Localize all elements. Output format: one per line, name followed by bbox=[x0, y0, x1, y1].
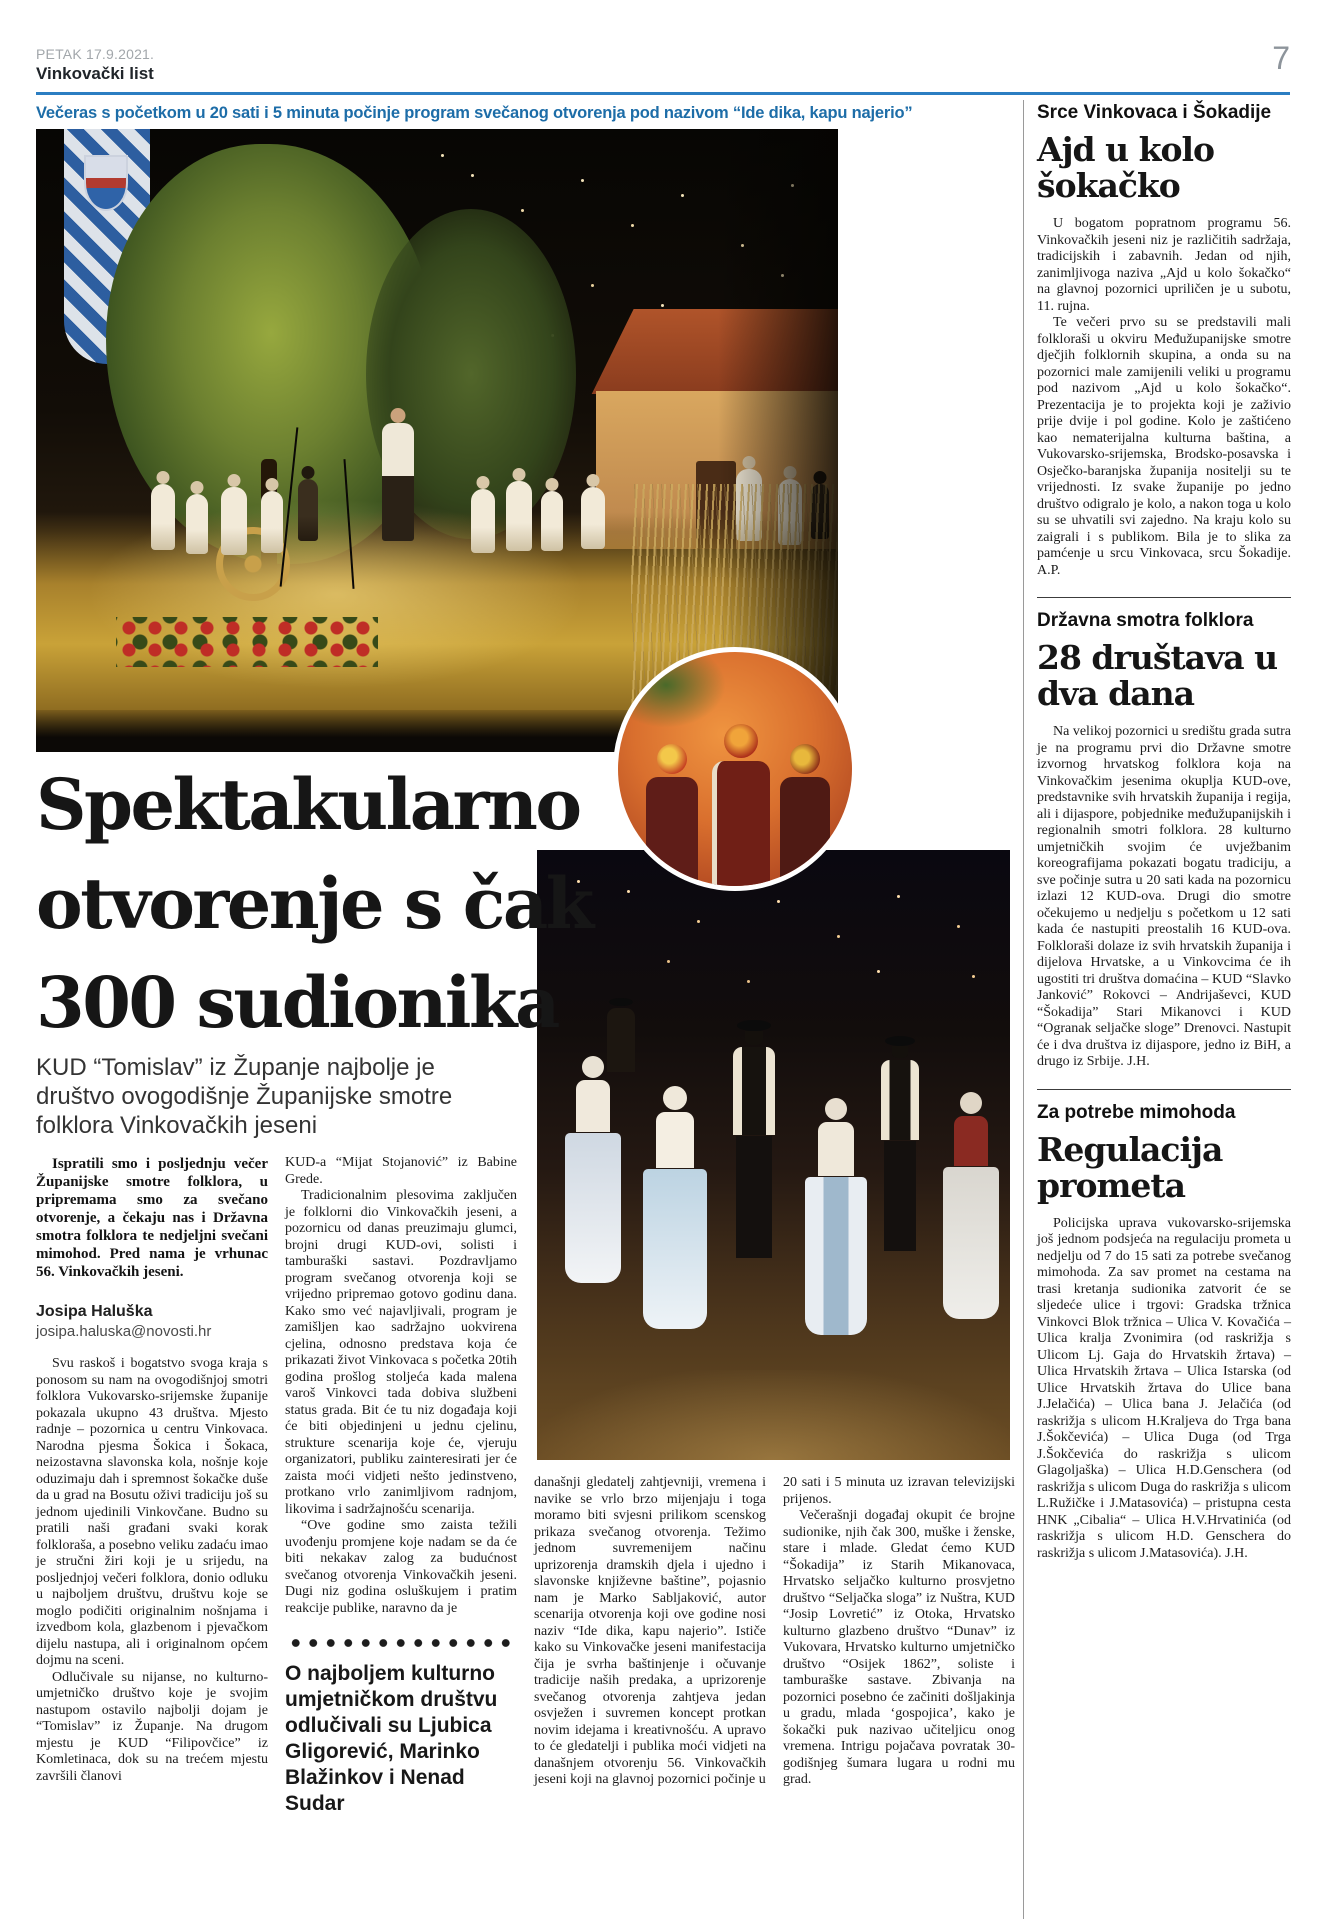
body-column-1 bbox=[36, 1155, 268, 1817]
body-paragraph: Policijska uprava vukovarsko-srijemska još jednom podsjeća na regulaciju prometa u nedjelju od 7 do 15 sati za potrebe svečanog mimohoda. Za sav promet na cestama na trasi kretanja sudionika zatvorit će se sljedeće ulice i trgovi: Gradska tržnica Vinkovci Blok tržnica – Ulica V. Kovačića – Ulica kralja Zvonimira (od raskrižja s Ulicom Lj. Gaja do Hrvatskih žrtava) – Ulica Hrvatskih žrtava – Ulica Istarska (od Ulice Hrvatskih žrtava do Ulice bana J.Jelačića) – Ulica bana J. Jelačića (od raskrižja s ulicom H.Kraljeva do Trga bana J.Šokčevića) – Ulica Duga (od Trga J.Šokčevića do raskrižja s ulicom Glagoljaška) – Ulica H.D.Genschera (od raskrižja s ulicom Duga do raskrižja s ulicom L.Ružičke i J.Matasovića) – pristupna cesta HNK „Cibalia“ – Ulica H.V.Hrvatinića (od raskrižja s ulicom H.D. Genschera do raskrižja s ulicom J.Matasovića). J.H. bbox=[1037, 1215, 1291, 1561]
section-separator bbox=[1037, 1089, 1291, 1090]
costumed-dancer-figure bbox=[646, 744, 698, 889]
banner-headline: Večeras s početkom u 20 sati i 5 minuta počinje program svečanog otvorenja pod nazivom “Ide dika, kapu najerio” bbox=[36, 104, 913, 122]
performer-figure bbox=[471, 489, 495, 553]
author-name: Josipa Haluška bbox=[36, 1303, 153, 1320]
author-email: josipa.haluska@novosti.hr bbox=[36, 1323, 212, 1340]
folk-costumes-circle-photo bbox=[613, 647, 857, 891]
performer-figure bbox=[506, 481, 532, 551]
body-column-2 bbox=[285, 1155, 517, 1817]
stage-floor-glow bbox=[537, 1370, 1010, 1460]
performer-figure bbox=[581, 487, 605, 549]
lead-performer-figure bbox=[382, 423, 414, 541]
jury-pull-quote: O najboljem kulturno umjetničkom društvu odlučivali su Ljubica Gligorević, Marinko Blažinkov i Nenad Sudar bbox=[285, 1662, 498, 1815]
dancer-figure bbox=[805, 1098, 867, 1335]
body-paragraph: Svu raskoš i bogatstvo svoga kraja s ponosom su nam na ovogodišnjoj smotri folklora Vukovarsko-srijemske županije pokazala ukupno 43 društva. Mjesto radnje – pozornica u centru Vinkovaca. Narodna pjesma Šokica i Šokaca, neizostavna slavonska kola, nošnje koje oduzimaju dah i spremnost šokačke duše da u grad na Bosutu oživi tradiciju još su jednom ujedinili Vinkovčane. Budno su pratili naši građani svaki korak folkloraša, a posebno veliku zadaću imao je stručni žiri koji je u srijedu, na posljednjoj večeri folklora, donio odluku u najboljem društvu, društvu koje se moglo podičiti originalnim nošnjama i izvedbom kola, glazbenom i pjevačkom dijelu nastupa, ali i originalnom općem dojmu na sceni. bbox=[36, 1356, 268, 1668]
body-paragraph: Te večeri prvo su se predstavili mali folkloraši u okviru Međužupanijske smotre dječjih folklornih skupina, a onda su na pozornici male zamijenili veliki u programu pod nazivom „Ajd u kolo šokačko“. Prezentacija je to projekta koji je zaživio prije dvije i pol godine. Kolo je zaštićeno kao nematerijalna kulturna baština, a Vukovarsko-srijemska, Brodsko-posavska i Osječko-baranjska županija nositelji su te vrijednosti. Iz svake županije po jedno društvo odigralo je kolo, a nakon toga u kolo su se uhvatili svi zajedno. Na kraju kolo su zaigrali i s publikom. Bila je to slika za pamćenje u srcu Vinkovaca, srcu Šokadije. A.P. bbox=[1037, 315, 1291, 578]
body-paragraph: U bogatom popratnom programu 56. Vinkovačkih jeseni niz je različitih sadržaja, tradicijskih i zabavnih. Jedan od njih, zanimljivoga naziva „Ajd u kolo šokačko“ na glavnoj pozornici upriličen je u subotu, 11. rujna. bbox=[1037, 216, 1291, 314]
performer-figure bbox=[541, 491, 563, 551]
kicker: Za potrebe mimohoda bbox=[1037, 1101, 1236, 1123]
page-date: PETAK 17.9.2021. bbox=[36, 46, 155, 62]
performer-figure bbox=[221, 487, 247, 555]
header-rule bbox=[36, 92, 1290, 95]
dotted-separator bbox=[285, 1637, 515, 1649]
body-paragraph: KUD-a “Mijat Stojanović” iz Babine Grede. bbox=[285, 1155, 517, 1187]
city-crest bbox=[84, 155, 128, 211]
performer-figure bbox=[151, 484, 175, 550]
masthead-title: Vinkovački list bbox=[36, 64, 154, 83]
body-paragraph: “Ove godine smo zaista težili uvođenju promjene koje nadam se da će biti nekakav zalog za budućnost svečanog otvorenja Vinkovačkih jeseni. Dugi niz godina osluškujem i pratim reakcije publike, naravno da je bbox=[285, 1518, 517, 1616]
lead-paragraph: Ispratili smo i posljednju večer Županijske smotre folklora, u pripremama smo za svečano otvorenje, a čekaju nas i Državna smotra folklora te nedjeljni svečani mimohod. Pred nama je vrhunac 56. Vinkovačkih jeseni. bbox=[36, 1156, 268, 1280]
kicker: Državna smotra folklora bbox=[1037, 610, 1254, 631]
sidebar-headline: Ajd u kolo šokačko bbox=[1037, 130, 1215, 205]
sidebar-article-kolo bbox=[1037, 102, 1291, 579]
body-paragraph: Tradicionalnim plesovima zaključen je folklorni dio Vinkovačkih jeseni, a pozornicu od danas preuzimaju glumci, brojni drugi KUD-ovi, solisti i tamburaški sastavi. Pozdravljamo program svečanog otvorenja koji se vrijedno pripremao gotovo godinu dana. Kako smo već najavljivali, program je zamišljen kao sadržajno uokvirena cjelina, odnosno predstava koja će prikazati život Vinkovaca s početka 20tih godina prošlog stoljeća kada malena varoš Vinkovci tada dobiva službeni status grada. Bit će tu niz događaja koji će biti objedinjeni u jednu cjelinu, strukture scenarija koje će, vjeruju organizatori, publiku zainteresirati jer će zaista moći vidjeti nešto jedinstveno, protkano vrlo zanimljivom radnjom, likovima i sadržajnošću scenarija. bbox=[285, 1188, 517, 1517]
body-paragraph: Na velikoj pozornici u središtu grada sutra je na programu prvi dio Državne smotre izvornog hrvatskog folklora koja na Vinkovačkim jesenima okuplja KUD-ove, predstavnike svih hrvatskih županija i regija, ali i dijaspore, pobjednike međužupanijskih i regionalnih smotri folklora. 28 kulturno umjetničkih svojim će uvježbanim koreografijama pokazati bogatu tradiciju, a sve počinje sutra u 20 sati kada na pozornicu izlazi 12 KUD-ova. Drugi dio smotre očekujemo u nedjelju s početkom u 12 sati kada će nastupiti preostalih 16 KUD-ova. Folkloraši dolaze iz svih hrvatskih županija i dijelova Hrvatske, a u Vinkovcima će ih ugostiti tri društva domaćina – KUD “Slavko Janković” Rokovci – Andrijaševci, KUD “Šokadija” Stari Mikanovci i KUD “Ogranak seljačke sloge” Drenovci. Nastupit će i dva društva iz dijaspore, jedno iz BiH, a drugo iz Srbije. J.H. bbox=[1037, 724, 1291, 1069]
dancer-figure bbox=[881, 1036, 919, 1251]
dancer-figure bbox=[943, 1092, 999, 1319]
body-paragraph: 20 sati i 5 minuta uz izravan televizijski prijenos. bbox=[783, 1475, 1015, 1507]
folk-dancers-photo bbox=[537, 850, 1010, 1460]
subheadline: KUD “Tomislav” iz Županje najbolje je društvo ovogodišnje Županijske smotre folklora Vinkovačkih jeseni bbox=[36, 1054, 453, 1139]
dancer-figure bbox=[643, 1086, 707, 1329]
headline-line: otvorenje s čak bbox=[36, 862, 592, 945]
foliage-shape bbox=[613, 647, 726, 728]
dancer-figure bbox=[733, 1020, 775, 1258]
kicker: Srce Vinkovaca i Šokadije bbox=[1037, 102, 1272, 123]
dancer-figure bbox=[565, 1056, 621, 1283]
main-article-wrap bbox=[36, 129, 1015, 1919]
sidebar bbox=[1023, 100, 1291, 1919]
main-headline bbox=[36, 755, 592, 1052]
performer-figure bbox=[298, 479, 318, 541]
main-article-area bbox=[36, 100, 1015, 1919]
page-header bbox=[36, 40, 1290, 92]
performer-figure bbox=[186, 494, 208, 554]
costumed-dancer-figure bbox=[712, 724, 770, 891]
headline-line: 300 sudionika bbox=[36, 961, 558, 1044]
sidebar-article-smotra bbox=[1037, 610, 1291, 1071]
headline-line: Spektakularno bbox=[36, 763, 580, 846]
body-paragraph: Večerašnji događaj okupit će brojne sudionike, njih čak 300, muške i ženske, stare i mlade. Gledat ćemo KUD “Šokadija” iz Starih Mikanovaca, Hrvatsko seljačko kulturno prosvjetno društvo “Seljačka sloga” iz Nuštra, KUD “Josip Lovretić” iz Otoka, Hrvatsko kulturno glazbeno društvo “Dunav” iz Vukovara, Hrvatsko kulturno umjetničko društvo “Osijek 1862”, soliste i tamburaške sastave. Zbivanja na pozornici posebno će začiniti došljakinja u gradu, mlada ‘gospojica’, kako je šokački puk nazivao učiteljicu onog vremena. Intrigu pojačava povratak 30-godišnjeg šumara lugara u rodni mu grad. bbox=[783, 1508, 1015, 1787]
costumed-dancer-figure bbox=[780, 744, 830, 889]
sidebar-headline: Regulacija prometa bbox=[1037, 1129, 1223, 1205]
flower-boxes bbox=[116, 617, 378, 667]
body-paragraph: Odlučivale su nijanse, no kulturno-umjetničko društvo koje je svojim nastupom ostavilo najbolji dojam je “Tomislav” iz Županje. Na drugom mjestu je KUD “Filipovčice” iz Komletinaca, dok su na trećem mjestu završili članovi bbox=[36, 1669, 268, 1784]
performer-figure bbox=[261, 491, 283, 553]
body-paragraph: današnji gledatelj zahtjevniji, vremena i navike se vrlo brzo mijenjaju i toga moramo biti svjesni prilikom scenskog prikaza svečanog otvorenja. Težimo jednom suvremenijem načinu uprizorenja dramskih djela i ujedno i slavonske književne baštine”, pojasnio nam je Marko Sabljaković, autor scenarija otvorenja koji ove godine nosi naziv “Ide dika, kapu najerio”. Ističe kako su Vinkovačke jeseni manifestacija čija je svrha baštinjenje i očuvanje tradicije naših predaka, a uprizorenje svečanog otvorenja zahtjeva jedan osvježen i suvremen koncept protkan novim idejama i kreativnošću. A upravo to će gledatelji i publika moći vidjeti na današnjem otvorenju 56. Vinkovačkih jeseni koji na glavnoj pozornici počinje u bbox=[534, 1475, 766, 1787]
stage-lights bbox=[441, 154, 444, 157]
page-content bbox=[36, 100, 1290, 1919]
page-number: 7 bbox=[1272, 40, 1290, 76]
sidebar-headline: 28 društava u dva dana bbox=[1037, 638, 1278, 713]
section-separator bbox=[1037, 597, 1291, 598]
sidebar-article-promet bbox=[1037, 1102, 1291, 1563]
